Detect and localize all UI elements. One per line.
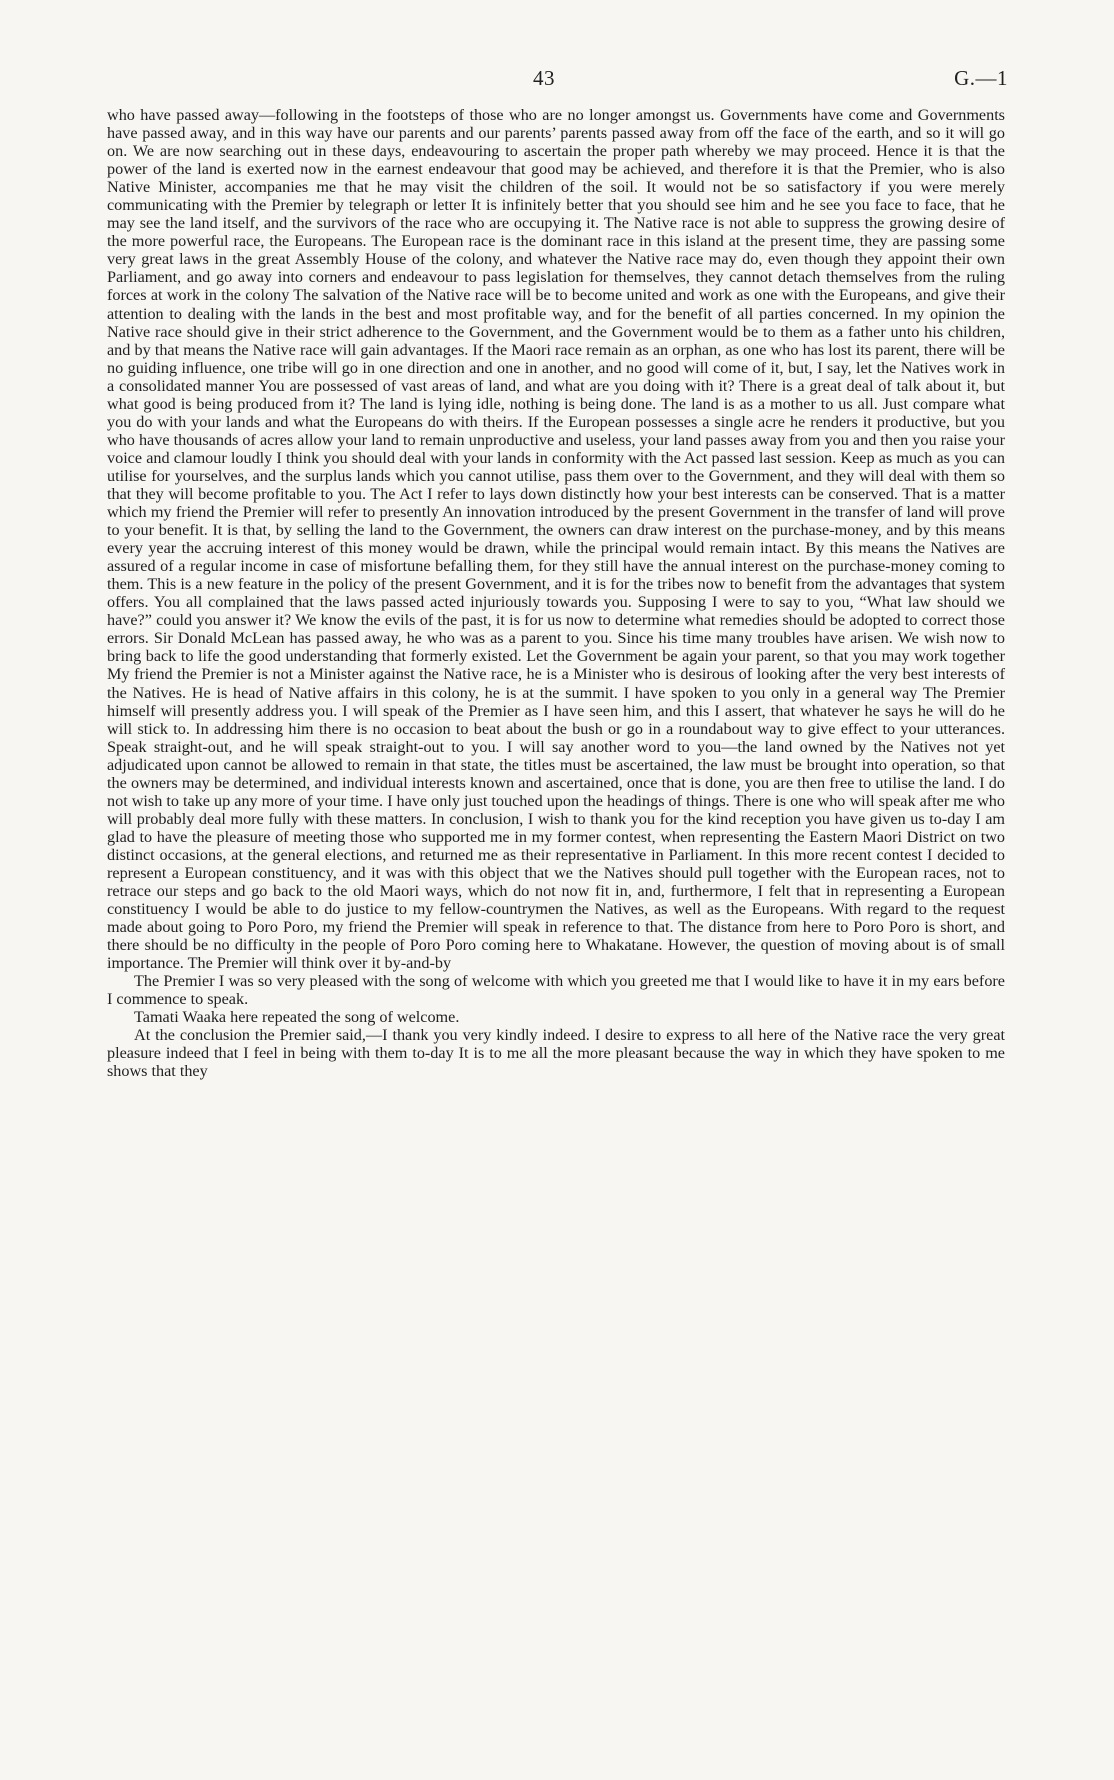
paragraph: who have passed away—following in the footsteps of those who are no longer amongst us. Governments have come and Governments have passed away, and in this way have our parents and our parents’ parents passed away from off the face of the earth, and so it will go on. We are now searching out in these days, endeavouring to ascertain the proper path whereby we may proceed. Hence it is that the power of the land is exerted now in the earnest endeavour that good may be achieved, and therefore it is that the Premier, who is also Native Minister, accompanies me that he may visit the children of the soil. It would not be so satisfactory if you were merely communicating with the Premier by telegraph or letter It is infinitely better that you should see him and he see you face to face, that he may see the land itself, and the survivors of the race who are occupying it. The Native race is not able to suppress the growing desire of the more powerful race, the Europeans. The European race is the dominant race in this island at the present time, they are passing some very great laws in the great Assembly House of the colony, and whatever the Native race may do, even though they appoint their own Parliament, and go away into corners and endeavour to pass legislation for themselves, they cannot detach themselves from the ruling forces at work in the colony The salvation of the Native race will be to become united and work as one with the Europeans, and give their attention to dealing with the lands in the best and most profitable way, and for the benefit of all parties concerned. In my opinion the Native race should give in their strict adherence to the Government, and the Government would be to them as a father unto his children, and by that means the Native race will gain advantages. If the Maori race remain as an orphan, as one who has lost its parent, there will be no guiding influence, one tribe will go in one direction and one in another, and no good will come of it, but, I say, let the Natives work in a consolidated manner You are possessed of vast areas of land, and what are you doing with it? There is a great deal of talk about it, but what good is being produced from it? The land is lying idle, nothing is being done. The land is as a mother to us all. Just compare what you do with your lands and what the Europeans do with theirs. If the European possesses a single acre he renders it productive, but you who have thousands of acres allow your land to remain unproductive and useless, your land passes away from you and then you raise your voice and clamour loudly I think you should deal with your lands in conformity with the Act passed last session. Keep as much as you can utilise for yourselves, and the surplus lands which you cannot utilise, pass them over to the Government, and they will deal with them so that they will become profitable to you. The Act I refer to lays down distinctly how your best interests can be conserved. That is a matter which my friend the Premier will refer to presently An innovation introduced by the present Government in the transfer of land will prove to your benefit. It is that, by selling the land to the Government, the owners can draw interest on the purchase-money, and by this means every year the accruing interest of this money would be drawn, while the principal would remain intact. By this means the Natives are assured of a regular income in case of misfortune befalling them, for they still have the annual interest on the purchase-money coming to them. This is a new feature in the policy of the present Government, and it is for the tribes now to benefit from the advantages that system offers. You all complained that the laws passed acted injuriously towards you. Supposing I were to say to you, “What law should we have?” could you answer it? We know the evils of the past, it is for us now to determine what remedies should be adopted to correct those errors. Sir Donald McLean has passed away, he who was as a parent to you. Since his time many troubles have arisen. We wish now to bring back to life the good understanding that formerly existed. Let the Government be again your parent, so that you may work together My friend the Premier is not a Minister against the Native race, he is a Minister who is desirous of looking after the very best interests of the Natives. He is head of Native affairs in this colony, he is at the summit. I have spoken to you only in a general way The Premier himself will presently address you. I will speak of the Premier as I have seen him, and this I assert, that whatever he says he will do he will stick to. In addressing him there is no occasion to beat about the bush or go in a roundabout way to give effect to your utterances. Speak straight-out, and he will speak straight-out to you. I will say another word to you—the land owned by the Natives not yet adjudicated upon cannot be allowed to remain in that state, the titles must be ascertained, the law must be brought into operation, so that the owners may be determined, and individual interests known and ascertained, once that is done, you are then free to utilise the land. I do not wish to take up any more of your time. I have only just touched upon the headings of things. There is one who will speak after me who will probably deal more fully with these matters. In conclusion, I wish to thank you for the kind reception you have given us to-day I am glad to have the pleasure of meeting those who supported me in my former contest, when representing the Eastern Maori District on two distinct occasions, at the general elections, and returned me as their representative in Parliament. In this more recent contest I decided to represent a European constituency, and it was with this object that we the Natives should pull together with the European races, not to retrace our steps and go back to the old Maori ways, which do not now fit in, and, furthermore, I felt that in representing a European constituency I would be able to do justice to my fellow-countrymen the Natives, as well as the Europeans. With regard to the request made about going to Poro Poro, my friend the Premier will speak in reference to that. The distance from here to Poro Poro is short, and there should be no difficulty in the people of Poro Poro coming here to Whakatane. However, the question of moving about is of small importance. The Premier will think over it by-and-by [107, 106, 1005, 973]
body-text [107, 106, 1005, 1081]
paragraph: At the conclusion the Premier said,—I thank you very kindly indeed. I desire to express to all here of the Native race the very great pleasure indeed that I feel in being with them to-day It is to me all the more pleasant because the way in which they have spoken to me shows that they [107, 1026, 1005, 1081]
document-reference: G.—1 [954, 66, 1008, 90]
paragraph: The Premier I was so very pleased with the song of welcome with which you greeted me that I would like to have it in my ears before I commence to speak. [107, 972, 1005, 1009]
page-number: 43 [533, 66, 555, 90]
paragraph: Tamati Waaka here repeated the song of welcome. [134, 1008, 460, 1027]
page-header [0, 66, 1114, 96]
